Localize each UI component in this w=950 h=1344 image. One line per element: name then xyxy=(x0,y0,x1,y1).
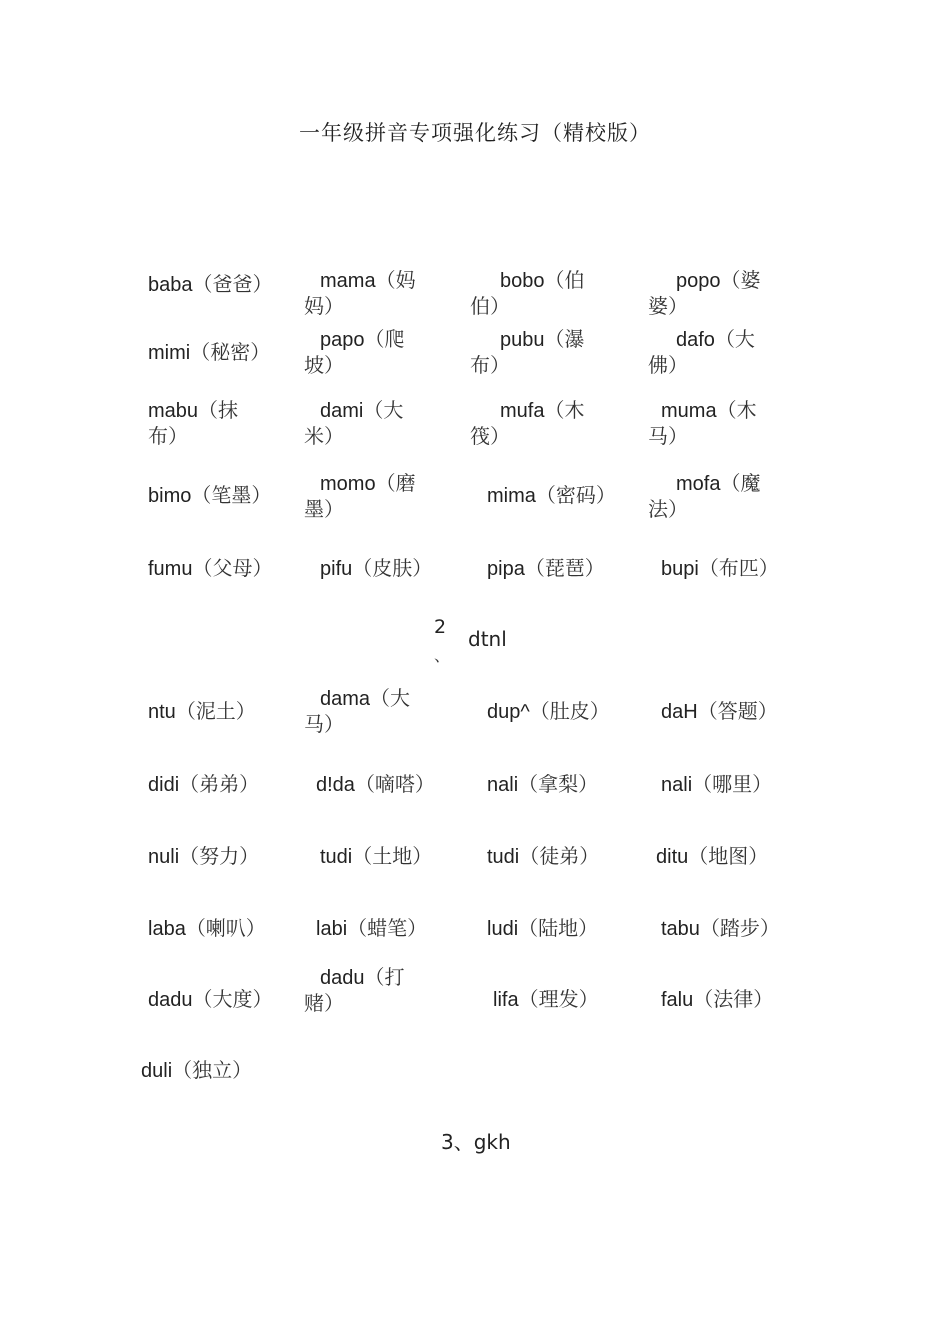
word-entry-wrap: 佛） xyxy=(648,353,688,377)
word-entry: tabu（踏步） xyxy=(661,916,780,940)
page-title: 一年级拼音专项强化练习（精校版） xyxy=(299,121,651,145)
word-entry: daH（答题） xyxy=(661,699,778,723)
word-entry-wrap: 妈） xyxy=(304,294,344,318)
word-entry: papo（爬 xyxy=(320,327,405,351)
word-entry: duli（独立） xyxy=(141,1058,253,1082)
word-entry: pifu（皮肤） xyxy=(320,556,433,580)
word-entry: muma（木 xyxy=(661,398,757,422)
word-entry-wrap: 布） xyxy=(470,353,510,377)
word-entry: dup^（肚皮） xyxy=(487,699,610,723)
word-entry-wrap: 法） xyxy=(648,497,688,521)
word-entry-wrap: 婆） xyxy=(648,294,688,318)
word-entry: dadu（打 xyxy=(320,965,405,989)
word-entry-wrap: 马） xyxy=(648,424,688,448)
word-entry: ludi（陆地） xyxy=(487,916,599,940)
word-entry: mufa（木 xyxy=(500,398,585,422)
word-entry-wrap: 筏） xyxy=(470,424,510,448)
word-entry: mofa（魔 xyxy=(676,471,761,495)
word-entry: nali（哪里） xyxy=(661,772,773,796)
word-entry: lifa（理发） xyxy=(493,987,599,1011)
word-entry: nali（拿梨） xyxy=(487,772,599,796)
word-entry: bimo（笔墨） xyxy=(148,483,272,507)
word-entry: ditu（地图） xyxy=(656,844,769,868)
word-entry: d!da（嘀嗒） xyxy=(316,772,435,796)
word-entry: mima（密码） xyxy=(487,483,616,507)
word-entry-wrap: 伯） xyxy=(470,294,510,318)
word-entry: baba（爸爸） xyxy=(148,272,273,296)
word-entry-wrap: 墨） xyxy=(304,497,344,521)
section-2-heading: dtnl xyxy=(468,627,507,651)
word-entry-wrap: 布） xyxy=(148,424,188,448)
word-entry: labi（蜡笔） xyxy=(316,916,428,940)
word-entry-wrap: 马） xyxy=(304,712,344,736)
word-entry: momo（磨 xyxy=(320,471,416,495)
word-entry: popo（婆 xyxy=(676,268,761,292)
word-entry: mabu（抹 xyxy=(148,398,239,422)
word-entry: tudi（土地） xyxy=(320,844,433,868)
word-entry: mama（妈 xyxy=(320,268,416,292)
word-entry: dafo（大 xyxy=(676,327,755,351)
word-entry: dadu（大度） xyxy=(148,987,273,1011)
word-entry: didi（弟弟） xyxy=(148,772,260,796)
word-entry: dama（大 xyxy=(320,686,411,710)
word-entry: pipa（琵琶） xyxy=(487,556,605,580)
section-3-heading: 3、gkh xyxy=(441,1130,511,1154)
word-entry: falu（法律） xyxy=(661,987,774,1011)
word-entry: bobo（伯 xyxy=(500,268,585,292)
word-entry: laba（喇叭） xyxy=(148,916,266,940)
word-entry: mimi（秘密） xyxy=(148,340,271,364)
section-2-number: 2 xyxy=(434,616,447,638)
word-entry: bupi（布匹） xyxy=(661,556,779,580)
word-entry: tudi（徒弟） xyxy=(487,844,600,868)
word-entry: fumu（父母） xyxy=(148,556,273,580)
section-2-mark: 、 xyxy=(434,646,451,665)
word-entry-wrap: 米） xyxy=(304,424,344,448)
word-entry-wrap: 赌） xyxy=(304,991,344,1015)
word-entry: pubu（瀑 xyxy=(500,327,585,351)
word-entry: dami（大 xyxy=(320,398,404,422)
word-entry: nuli（努力） xyxy=(148,844,260,868)
word-entry-wrap: 坡） xyxy=(304,353,344,377)
word-entry: ntu（泥土） xyxy=(148,699,256,723)
